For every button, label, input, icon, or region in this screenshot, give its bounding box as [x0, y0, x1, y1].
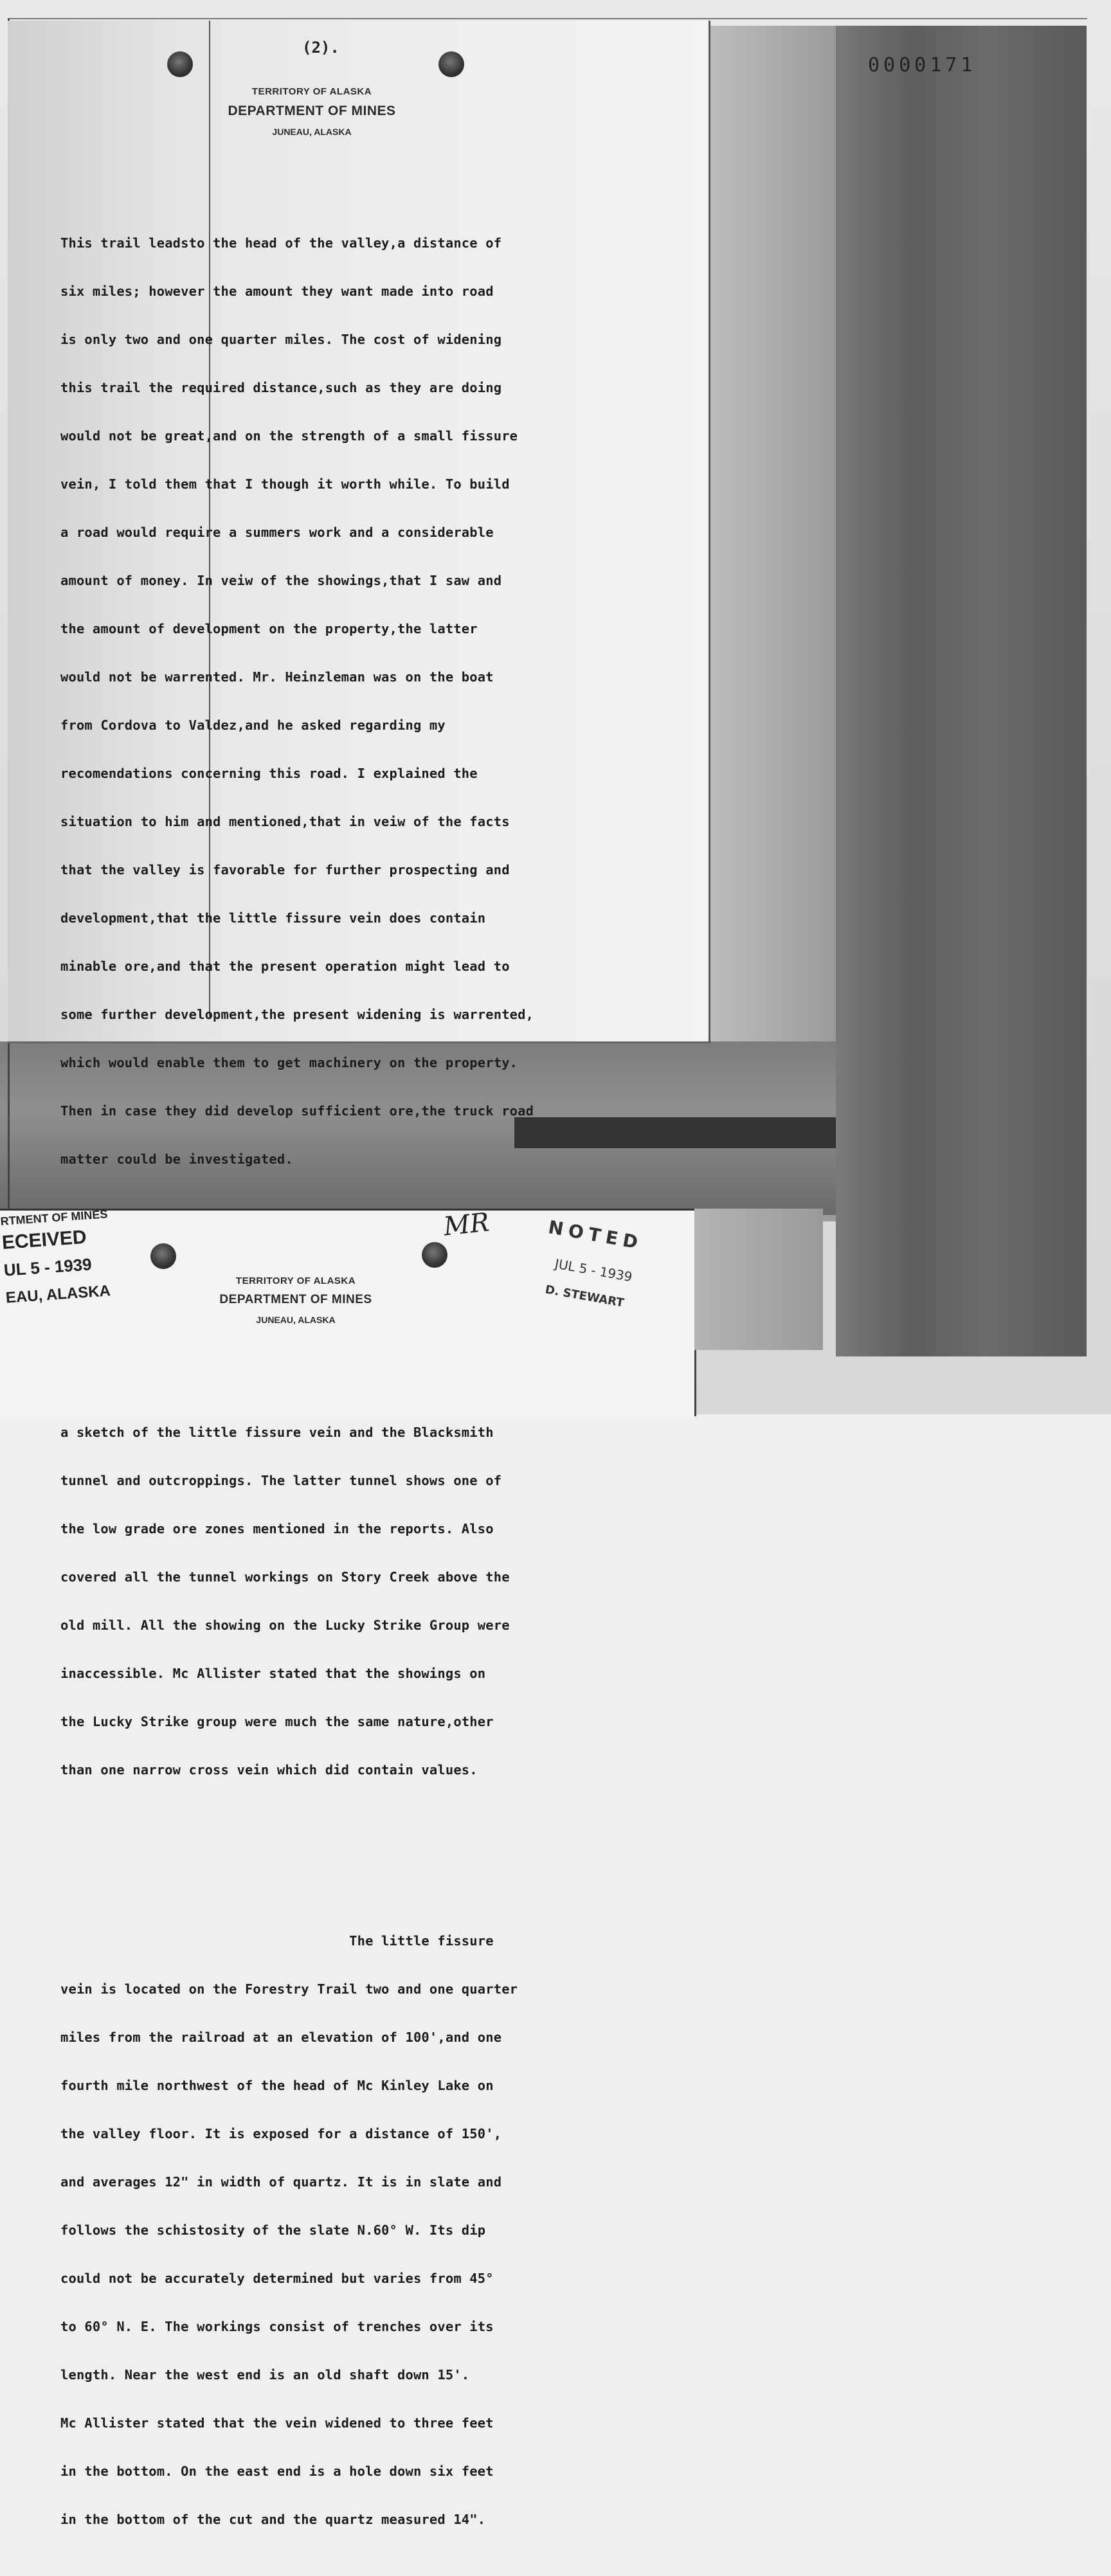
text-line: The little fissure — [60, 1933, 494, 1949]
text-line: miles from the railroad at an elevation of 100',and one — [60, 2030, 502, 2045]
text-line: a road would require a summers work and a considerable — [60, 525, 494, 540]
received-stamp-line: EAU, ALASKA — [5, 1282, 111, 1307]
text-line: a sketch of the little fissure vein and the Blacksmith — [60, 1425, 494, 1440]
letterhead-territory: TERRITORY OF ALASKA — [235, 1275, 356, 1286]
letterhead-department: DEPARTMENT OF MINES — [219, 1293, 372, 1306]
received-stamp-date: UL 5 - 1939 — [3, 1254, 93, 1280]
punch-hole-icon — [422, 1242, 447, 1268]
letterhead-city: JUNEAU, ALASKA — [272, 127, 352, 137]
text-line: some further development,the present widening is warrented, — [60, 1007, 534, 1022]
document-number: 0000171 — [868, 54, 977, 77]
text-line: situation to him and mentioned,that in veiw of the facts — [60, 814, 510, 829]
text-line: the low grade ore zones mentioned in the reports. Also — [60, 1521, 494, 1536]
text-line: that the valley is favorable for further prospecting and — [60, 862, 510, 878]
text-line: the amount of development on the property,the latter — [60, 621, 478, 636]
text-line: Mc Allister stated that the vein widened to three feet — [60, 2415, 494, 2431]
text-line: old mill. All the showing on the Lucky Strike Group were — [60, 1617, 510, 1633]
received-stamp-line: ECEIVED — [1, 1226, 87, 1254]
received-stamp-line: RTMENT OF MINES — [0, 1207, 108, 1228]
text-line: matter could be investigated. — [60, 1151, 293, 1167]
text-line: could not be accurately determined but varies from 45° — [60, 2271, 494, 2286]
letterhead-department: DEPARTMENT OF MINES — [228, 104, 396, 118]
text-line: amount of money. In veiw of the showings,that I saw and — [60, 573, 502, 588]
received-stamp — [0, 1207, 114, 1307]
page-number: (2). — [302, 39, 339, 57]
text-line: than one narrow cross vein which did contain values. — [60, 1762, 478, 1778]
paragraph-3 — [60, 1901, 652, 2560]
text-line: vein, I told them that I though it worth while. To build — [60, 476, 510, 492]
text-line: from Cordova to Valdez,and he asked regarding my — [60, 717, 446, 733]
text-line: fourth mile northwest of the head of Mc Kinley Lake on — [60, 2078, 494, 2093]
text-line: follows the schistosity of the slate N.60° W. Its dip — [60, 2222, 486, 2238]
paragraph-gap — [60, 1842, 652, 1869]
text-line: minable ore,and that the present operation might lead to — [60, 959, 510, 974]
text-line: This trail leadsto the head of the valley,a distance of — [60, 235, 502, 251]
text-line: would not be warrented. Mr. Heinzleman was on the boat — [60, 669, 494, 685]
text-line: Then in case they did develop sufficient ore,the truck road — [60, 1103, 534, 1119]
handwritten-initials: MR — [442, 1207, 491, 1242]
letterhead — [212, 86, 411, 137]
letterhead-territory: TERRITORY OF ALASKA — [251, 86, 372, 97]
text-line: to 60° N. E. The workings consist of trenches over its — [60, 2319, 494, 2334]
text-line: is only two and one quarter miles. The cost of widening — [60, 332, 502, 347]
text-line: which would enable them to get machinery on the property. — [60, 1055, 518, 1070]
punch-hole-icon — [150, 1243, 176, 1269]
text-line: covered all the tunnel workings on Story Creek above the — [60, 1569, 510, 1585]
text-line: length. Near the west end is an old shaft down 15'. — [60, 2367, 470, 2382]
text-line: inaccessible. Mc Allister stated that the showings on — [60, 1666, 486, 1681]
punch-hole-icon — [167, 51, 193, 77]
punch-hole-icon — [438, 51, 464, 77]
paragraph-1 — [60, 203, 652, 1200]
noted-stamp-name: D. STEWART — [544, 1283, 625, 1310]
text-line: development,that the little fissure vein does contain — [60, 910, 486, 926]
text-line: would not be great,and on the strength of a small fissure — [60, 428, 518, 444]
text-line: in the bottom of the cut and the quartz measured 14". — [60, 2512, 486, 2527]
noted-stamp-date: JUL 5 - 1939 — [554, 1256, 634, 1285]
text-line: the Lucky Strike group were much the same nature,other — [60, 1714, 494, 1729]
text-line: this trail the required distance,such as they are doing — [60, 380, 502, 395]
text-line: the valley floor. It is exposed for a distance of 150', — [60, 2126, 502, 2141]
noted-stamp-title: NOTED — [546, 1216, 645, 1254]
text-line: recomendations concerning this road. I explained the — [60, 766, 478, 781]
noted-stamp — [536, 1216, 644, 1311]
text-line: tunnel and outcroppings. The latter tunnel shows one of — [60, 1473, 502, 1488]
text-line: in the bottom. On the east end is a hole down six feet — [60, 2463, 494, 2479]
text-line: and averages 12" in width of quartz. It is in slate and — [60, 2174, 502, 2190]
letterhead-city: JUNEAU, ALASKA — [256, 1315, 336, 1325]
second-page-shadow — [694, 1209, 823, 1350]
text-line: vein is located on the Forestry Trail two and one quarter — [60, 1981, 518, 1997]
second-page-letterhead — [193, 1275, 399, 1325]
text-line: six miles; however the amount they want made into road — [60, 284, 494, 299]
